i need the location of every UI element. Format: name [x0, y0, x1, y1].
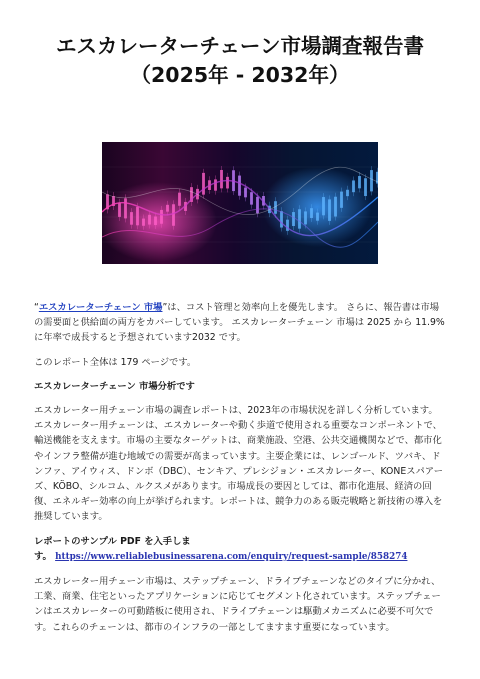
candle-body: [250, 192, 253, 204]
candle-body: [142, 219, 145, 226]
candle-body: [214, 179, 217, 190]
pages-note: このレポート全体は 179 ページです。: [34, 356, 197, 368]
candle-body: [148, 215, 151, 225]
candle-body: [316, 213, 319, 221]
candle-body: [340, 192, 343, 208]
candle-body: [370, 170, 373, 191]
candle-body: [352, 180, 355, 192]
candle-body: [178, 193, 181, 206]
candle-body: [220, 170, 223, 188]
candle-body: [322, 197, 325, 215]
candle-body: [364, 178, 367, 196]
candle-body: [292, 212, 295, 226]
candle-body: [118, 203, 121, 217]
stock-chart-banner-image: [102, 142, 378, 264]
candle-body: [124, 198, 127, 218]
body-content: [34, 300, 446, 635]
analysis-heading: エスカレーターチェーン 市場分析です: [34, 380, 195, 392]
analysis-paragraph: エスカレーター用チェーン市場の調査レポートは、2023年の市場状況を詳しく分析しています。エスカレーター用チェーンは、エスカレーターや動く歩道で使用される重要なコンポーネントで、輸送機能を支えます。市場の主要なターゲットは、商業施設、空港、公共交通機関などで、都市化やインフラ整備が進む地域での需要が高まっています。主要企業には、レンゴールド、ツバキ、ドンファ、アイウィス、ドンボ（DBC）、センキア、プレシジョン・エスカレーター、KONEスパアーズ、KÖBO、シルコム、ルクスメがあります。市場成長の要因としては、都市化進展、経済の回復、エネルギー効率の向上が挙げられます。レポートは、競争力のある販売戦略と新技術の導入を推奨しています。: [34, 405, 444, 523]
quote-mark: “: [34, 302, 39, 313]
candle-body: [346, 190, 349, 196]
candle-body: [334, 197, 337, 217]
sample-heading-text: レポートのサンプル PDF を入手します。: [34, 535, 191, 562]
page-title: エスカレーターチェーン市場調査報告書（2025年 - 2032年）: [56, 34, 424, 87]
candle-body: [358, 176, 361, 188]
candle-body: [160, 210, 163, 224]
candle-body: [166, 205, 169, 212]
candle-body: [244, 188, 247, 198]
candle-body: [202, 173, 205, 195]
lead-paragraph: [34, 300, 446, 346]
candle-body: [226, 177, 229, 189]
candle-body: [172, 204, 175, 226]
stock-chart-banner-icon: [102, 142, 378, 264]
candle-body: [328, 199, 331, 220]
candle-body: [238, 176, 241, 196]
candle-body: [280, 211, 283, 227]
candle-body: [130, 212, 133, 225]
lead-text: ”は、コスト管理と効率向上を優先します。 さらに、報告書は市場の需要面と供給面の両方をカバーしています。 エスカレーターチェーン 市場は 2025 から 11.9% に年率で成長すると予想されています2032 です。: [34, 302, 445, 344]
candle-body: [154, 217, 157, 226]
candle-body: [298, 209, 301, 228]
segment-paragraph: エスカレーター用チェーン市場は、ステップチェーン、ドライブチェーンなどのタイプに分かれ、工業、商業、住宅といったアプリケーションに応じてセグメント化されています。ステップチェーンはエスカレーターの可動踏板に使用され、ドライブチェーンは駆動メカニズムに必要不可欠です。これらのチェーンは、都市のインフラの一部としてますます重要になっています。: [34, 576, 441, 633]
candle-body: [274, 201, 277, 214]
candle-body: [256, 197, 259, 213]
candle-body: [304, 211, 307, 224]
candle-body: [310, 208, 313, 218]
sample-heading: [34, 534, 446, 565]
market-keyword-link[interactable]: エスカレーターチェーン 市場: [38, 302, 163, 313]
sample-request-link[interactable]: https://www.reliablebusinessarena.com/enquiry/request-sample/858274: [55, 551, 408, 562]
candle-body: [136, 207, 139, 226]
